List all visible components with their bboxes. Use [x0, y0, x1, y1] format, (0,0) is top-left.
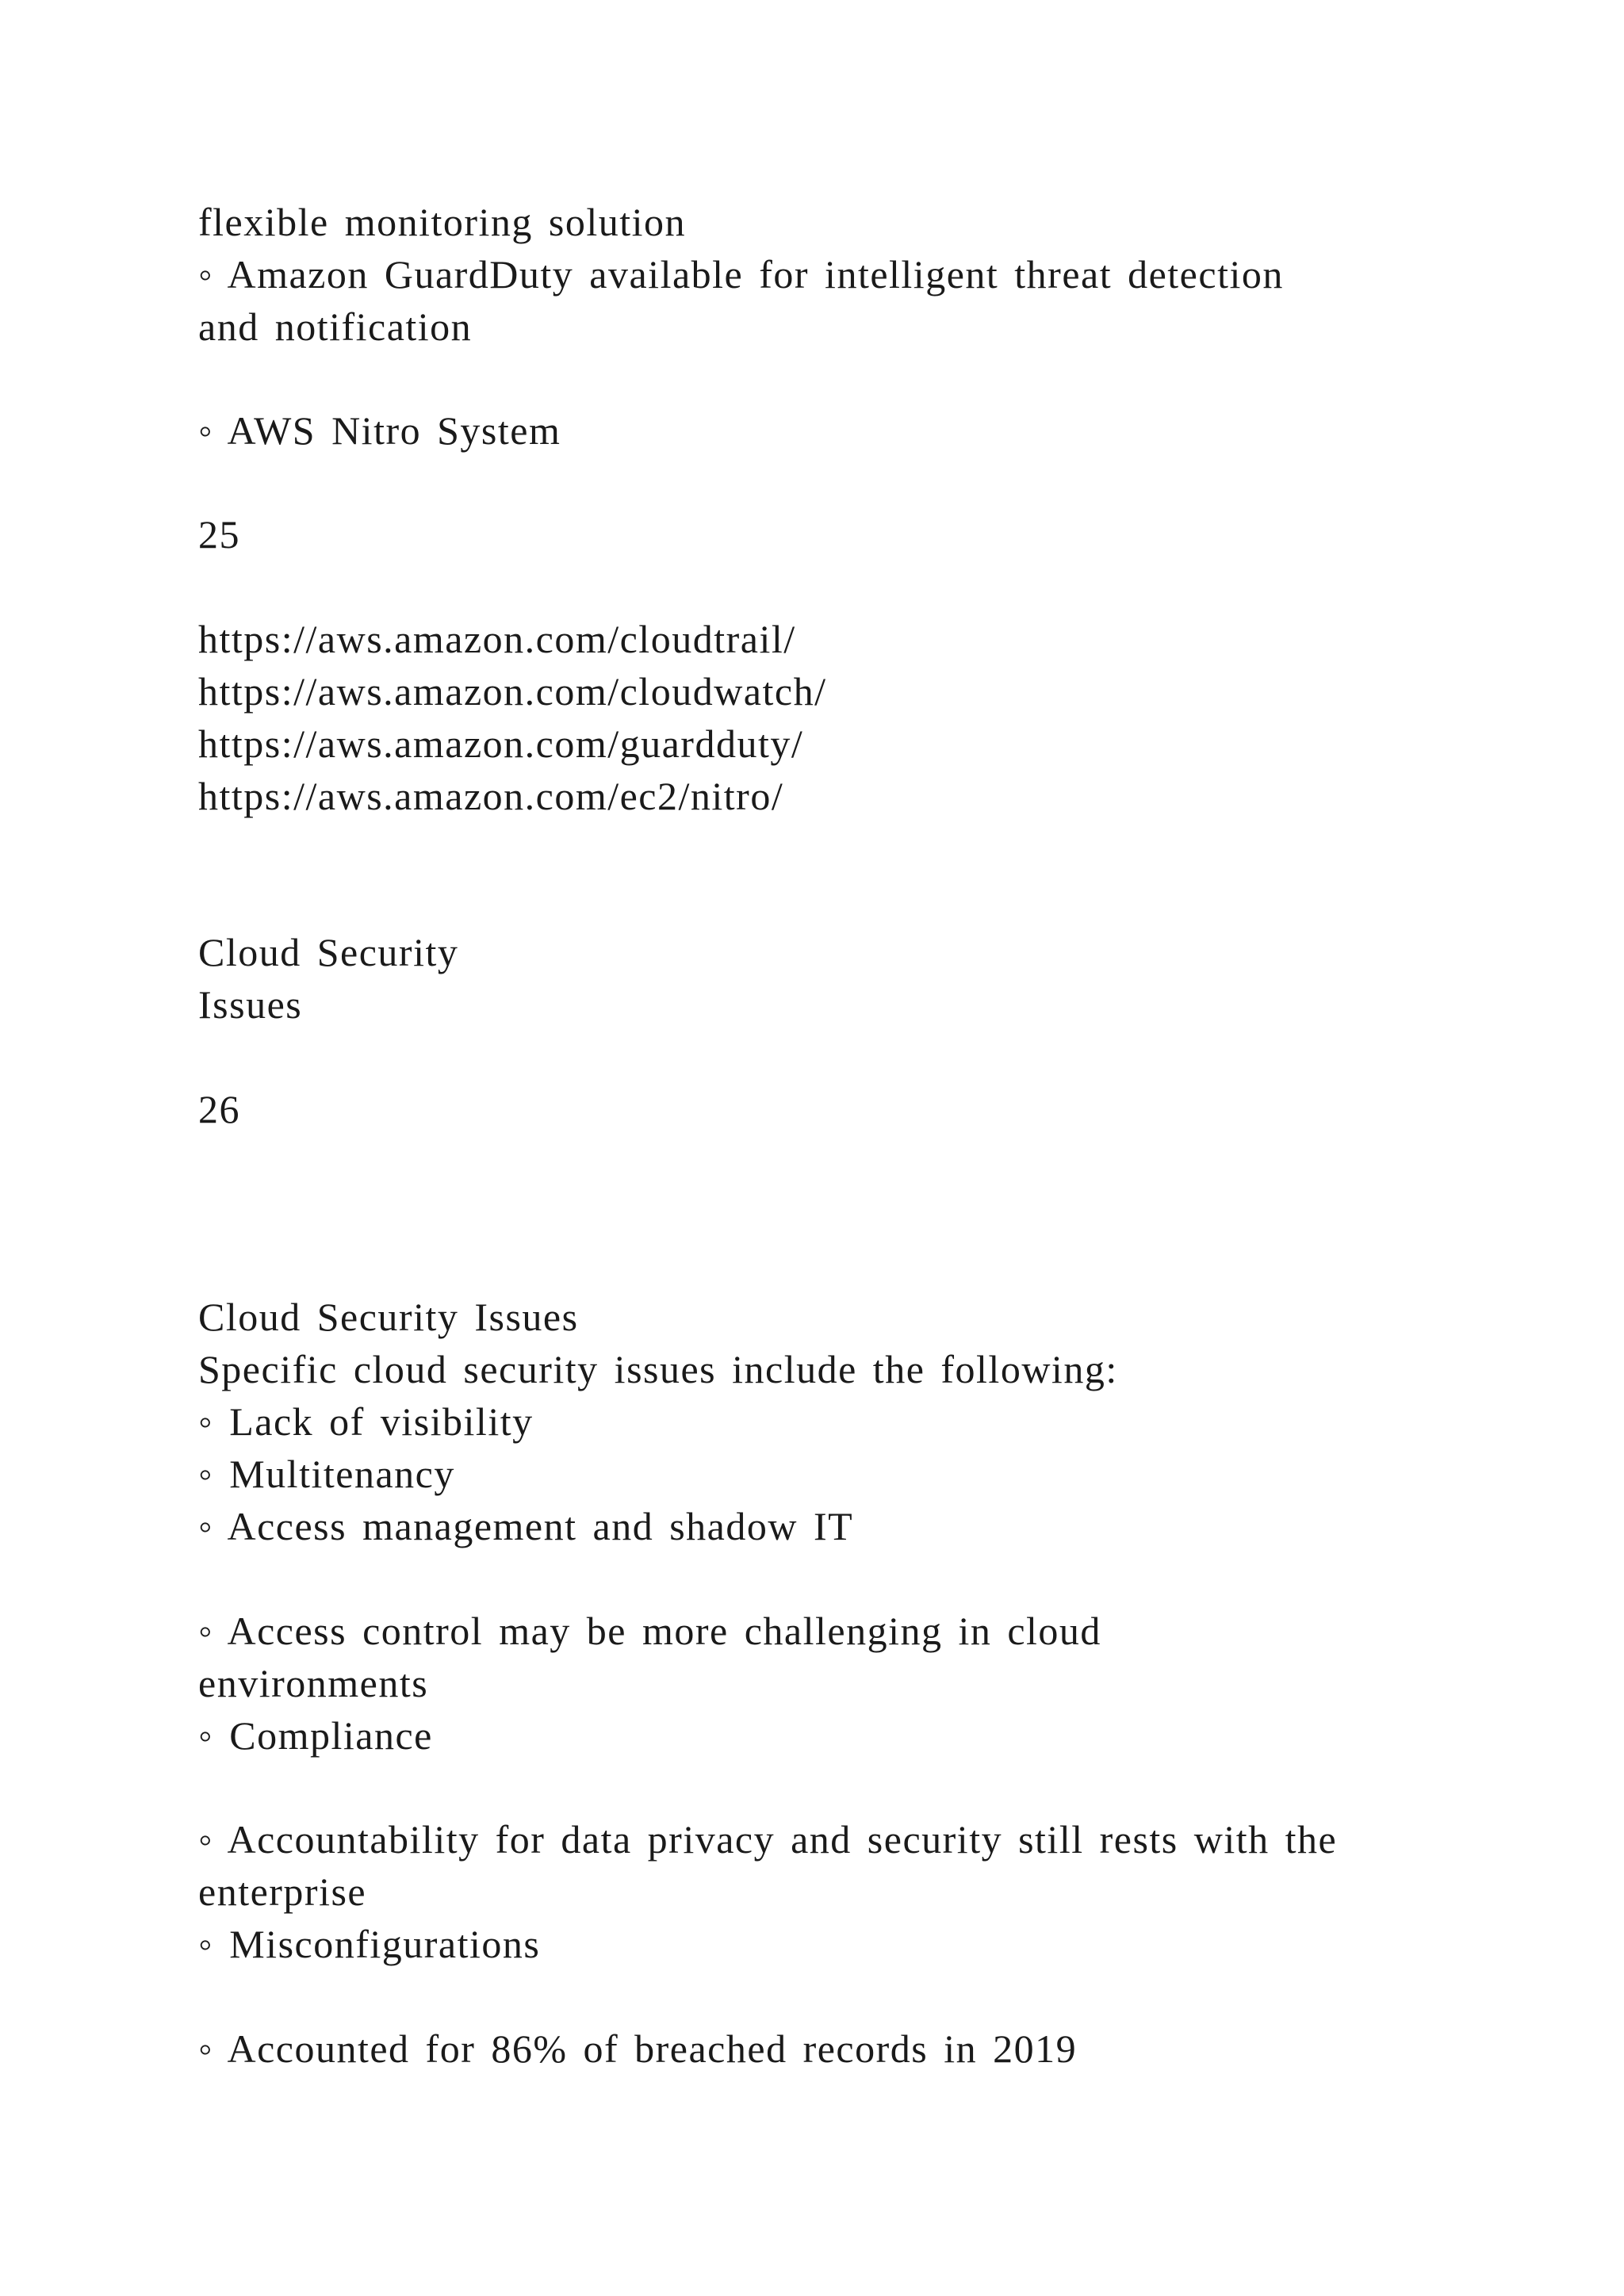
bullet-item: ◦ Lack of visibility: [198, 1399, 534, 1444]
bullet-item: ◦ Compliance: [198, 1713, 433, 1758]
reference-link[interactable]: https://aws.amazon.com/guardduty/: [198, 721, 804, 766]
reference-link[interactable]: https://aws.amazon.com/ec2/nitro/: [198, 774, 784, 818]
bullet-item: ◦ Accountability for data privacy and security still rests with the: [198, 1817, 1338, 1862]
reference-link[interactable]: https://aws.amazon.com/cloudtrail/: [198, 617, 796, 661]
bullet-item: ◦ Amazon GuardDuty available for intelligent threat detection: [198, 252, 1284, 297]
bullet-item: ◦ AWS Nitro System: [198, 408, 561, 453]
text-line: Specific cloud security issues include the following:: [198, 1347, 1118, 1391]
bullet-item: ◦ Multitenancy: [198, 1452, 455, 1496]
bullet-item: ◦ Access management and shadow IT: [198, 1504, 854, 1548]
text-line: environments: [198, 1661, 429, 1705]
text-line: flexible monitoring solution: [198, 200, 687, 244]
bullet-item: ◦ Misconfigurations: [198, 1922, 541, 1966]
page-number: 25: [198, 512, 240, 557]
reference-link[interactable]: https://aws.amazon.com/cloudwatch/: [198, 669, 827, 714]
text-line: and notification: [198, 304, 473, 349]
bullet-item: ◦ Accounted for 86% of breached records in 2019: [198, 2026, 1078, 2071]
page-number: 26: [198, 1087, 240, 1131]
text-line: enterprise: [198, 1869, 367, 1914]
slide-title: Cloud Security: [198, 930, 459, 974]
bullet-item: ◦ Access control may be more challenging in cloud: [198, 1609, 1101, 1653]
slide-title: Issues: [198, 982, 303, 1027]
section-heading: Cloud Security Issues: [198, 1295, 579, 1339]
